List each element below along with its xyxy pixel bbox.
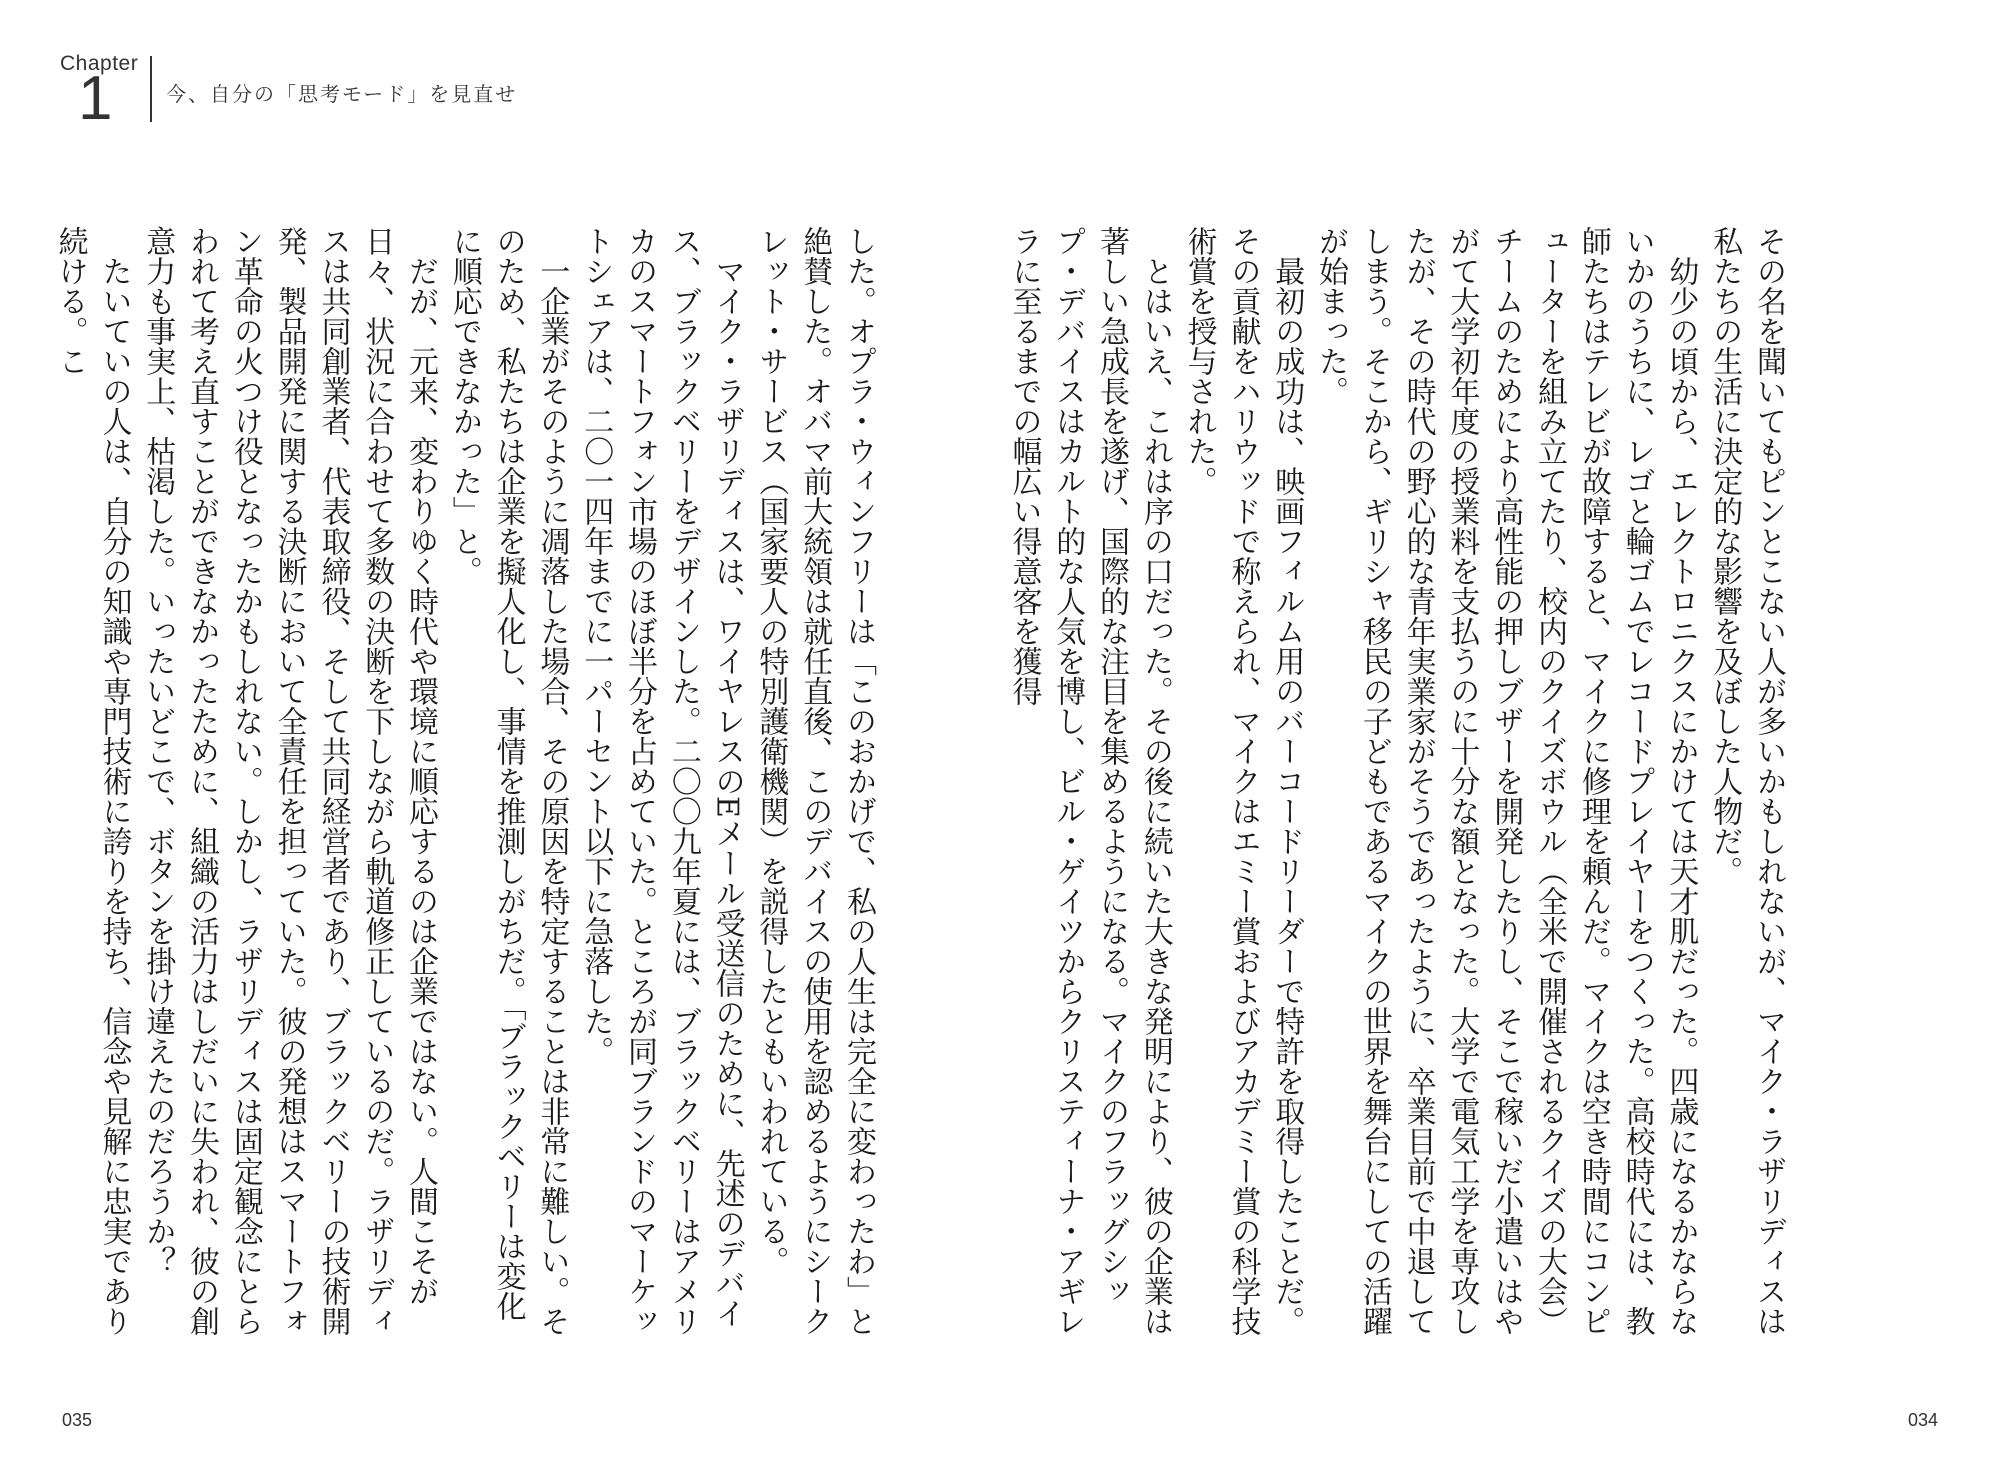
left-paragraph-5: たいていの人は、自分の知識や専門技術に誇りを持ち、信念や見解に忠実であり続ける。こ — [52, 226, 132, 1336]
chapter-divider — [150, 56, 152, 122]
right-paragraph-2: 幼少の頃から、エレクトロニクスにかけては天才肌だった。四歳になるかならないかのうちに、レゴと輪ゴムでレコードプレイヤーをつくった。高校時代には、教師たちはテレビが故障すると、マイクに修理を頼んだ。マイクは空き時間にコンピューターを組み立てたり、校内のクイズボウル（全米で開催されるクイズの大会）チームのためにより高性能の押しブザーを開発したりし、そこで稼いだ小遣いはやがて大学初年度の授業料を支払うのに十分な額となった。大学で電気工学を専攻したが、その時代の野心的な青年実業家がそうであったように、卒業目前で中退してしまう。そこから、ギリシャ移民の子どもであるマイクの世界を舞台にしての活躍が始まった。 — [1313, 226, 1699, 1336]
chapter-label: Chapter — [60, 52, 139, 75]
left-paragraph-4: だが、元来、変わりゆく時代や環境に順応するのは企業ではない。人間こそが日々、状況に合わせて多数の決断を下しながら軌道修正しているのだ。ラザリディスは共同創業者、代表取締役、そして共同経営者であり、ブラックベリーの技術開発、製品開発に関する決断において全責任を担っていた。彼の発想はスマートフォン革命の火つけ役となったかもしれない。しかし、ラザリディスは固定観念にとらわれて考え直すことができなかったために、組織の活力はしだいに失われ、彼の創意力も事実上、枯渇した。いったいどこで、ボタンを掛け違えたのだろうか？ — [140, 226, 439, 1336]
right-paragraph-1: その名を聞いてもピンとこない人が多いかもしれないが、マイク・ラザリディスは私たちの生活に決定的な影響を及ぼした人物だ。 — [1707, 226, 1786, 1336]
page-number-left: 035 — [62, 1410, 93, 1430]
page-number-right: 034 — [1908, 1410, 1939, 1430]
left-paragraph-3: 一企業がそのように凋落した場合、その原因を特定することは非常に難しい。そのため、私たちは企業を擬人化し、事情を推測しがちだ。「ブラックベリーは変化に順応できなかった」と。 — [446, 226, 570, 1336]
left-paragraph-2: マイク・ラザリディスは、ワイヤレスのEメール受送信のために、先述のデバイス、ブラックベリーをデザインした。二〇〇九年夏には、ブラックベリーはアメリカのスマートフォン市場のほぼ半分を占めていた。ところが同ブランドのマーケットシェアは、二〇一四年までに一パーセント以下に急落した。 — [578, 226, 745, 1336]
left-page-body — [52, 226, 880, 1340]
chapter-title: 今、自分の「思考モード」を見直せ — [166, 82, 518, 106]
right-paragraph-4: とはいえ、これは序の口だった。その後に続いた大きな発明により、彼の企業は著しい急成長を遂げ、国際的な注目を集めるようになる。マイクのフラッグシップ・デバイスはカルト的な人気を博し、ビル・ゲイツからクリスティーナ・アギレラに至るまでの幅広い得意客を獲得 — [1006, 226, 1173, 1336]
chapter-number: 1 — [78, 64, 113, 133]
left-paragraph-1: した。オプラ・ウィンフリーは「このおかげで、私の人生は完全に変わったわ」と絶賛した。オバマ前大統領は就任直後、このデバイスの使用を認めるようにシークレット・サービス（国家要人の特別護衛機関）を説得したともいわれている。 — [753, 226, 876, 1336]
right-paragraph-3: 最初の成功は、映画フィルム用のバーコードリーダーで特許を取得したことだ。その貢献をハリウッドで称えられ、マイクはエミー賞およびアカデミー賞の科学技術賞を授与された。 — [1181, 226, 1305, 1336]
right-page-body — [1006, 226, 1790, 1340]
